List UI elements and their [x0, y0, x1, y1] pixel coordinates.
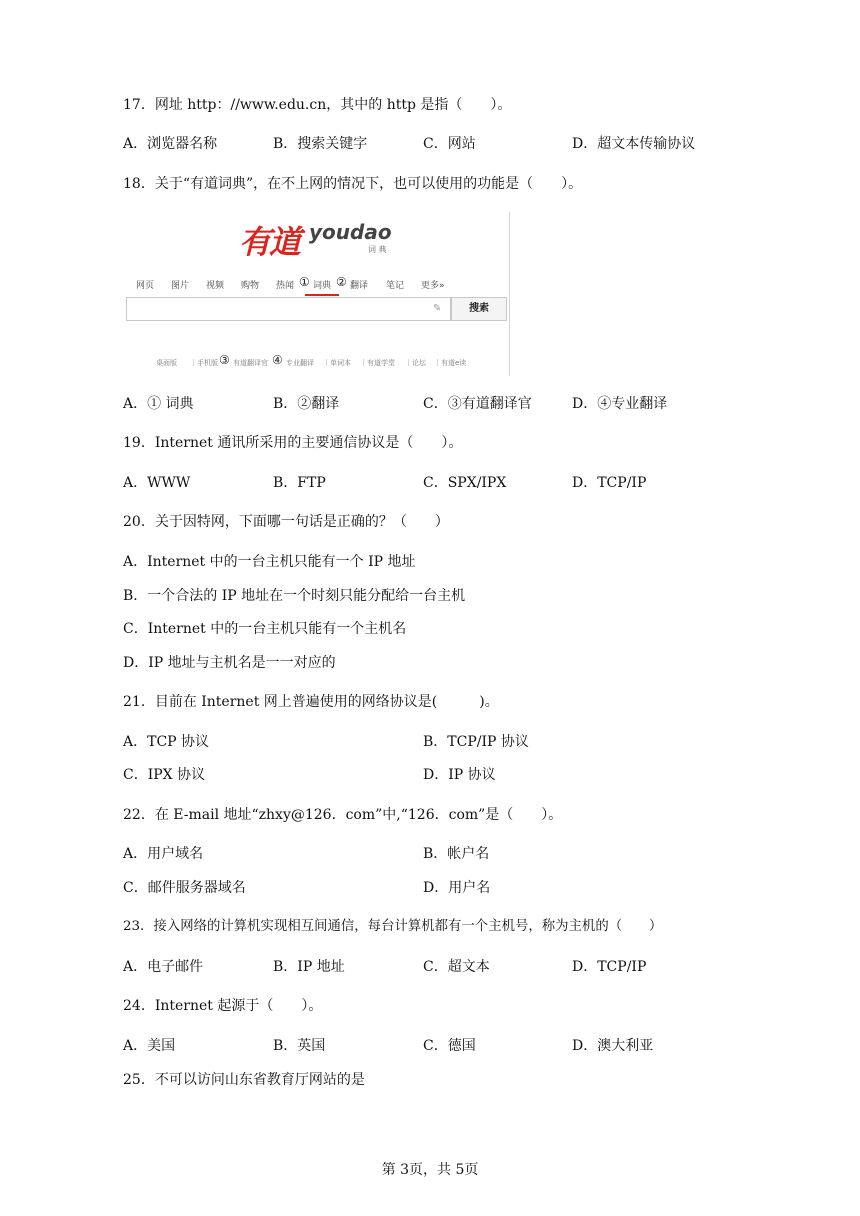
- marker-3: ③: [219, 353, 230, 367]
- handwriting-pen-icon: ✎: [433, 303, 442, 314]
- footer-desktop: 桌面版: [156, 359, 177, 367]
- footer-eread: ｜有道e读: [434, 359, 467, 367]
- nav-shopping: 购物: [241, 281, 260, 291]
- q19-option-b: B．FTP: [273, 475, 326, 491]
- q20-option-b: B．一个合法的 IP 地址在一个时刻只能分配给一台主机: [123, 588, 466, 604]
- q23-option-a: A．电子邮件: [123, 959, 204, 975]
- q23-option-d: D．TCP/IP: [572, 959, 647, 975]
- q17-option-b: B．搜索关键字: [273, 136, 368, 152]
- q18-option-c: C．③有道翻译官: [423, 396, 532, 412]
- question-19-stem: 19．Internet 通讯所采用的主要通信协议是（ ）。: [123, 435, 463, 451]
- nav-translate: 翻译: [350, 281, 369, 291]
- nav-notes: 笔记: [386, 281, 405, 291]
- q17-option-c: C．网站: [423, 136, 476, 152]
- q20-option-a: A．Internet 中的一台主机只能有一个 IP 地址: [123, 554, 416, 570]
- q21-option-a: A．TCP 协议: [123, 734, 210, 750]
- marker-2: ②: [336, 275, 347, 289]
- q20-option-c: C．Internet 中的一台主机只能有一个主机名: [123, 621, 407, 637]
- q21-option-b: B．TCP/IP 协议: [423, 734, 529, 750]
- youdao-logo-cn: 有道: [239, 223, 300, 261]
- question-18-stem: 18．关于“有道词典”，在不上网的情况下，也可以使用的功能是（ ）。: [123, 176, 583, 192]
- footer-forum: ｜论坛: [405, 359, 426, 367]
- q23-option-c: C．超文本: [423, 959, 490, 975]
- q24-option-d: D．澳大利亚: [572, 1038, 654, 1054]
- nav-news: 热闻: [276, 281, 295, 291]
- q24-option-b: B．英国: [273, 1038, 326, 1054]
- footer-mobile: ｜手机版: [190, 359, 218, 367]
- q21-option-c: C．IPX 协议: [123, 767, 206, 783]
- q19-option-d: D．TCP/IP: [572, 475, 647, 491]
- question-25-stem: 25．不可以访问山东省教育厅网站的是: [123, 1072, 365, 1088]
- footer-pro-translate: 专业翻译: [286, 359, 314, 367]
- question-23-stem: 23．接入网络的计算机实现相互间通信，每台计算机都有一个主机号，称为主机的（ ）: [123, 919, 663, 934]
- question-20-stem: 20．关于因特网，下面哪一句话是正确的？（ ）: [123, 514, 449, 530]
- q18-option-b: B．②翻译: [273, 396, 340, 412]
- youdao-screenshot: [122, 212, 510, 376]
- q21-option-d: D．IP 协议: [423, 767, 496, 783]
- q23-option-b: B．IP 地址: [273, 959, 345, 975]
- question-17-stem: 17．网址 http：//www.edu.cn，其中的 http 是指（ ）。: [123, 97, 512, 113]
- youdao-search-input: [126, 297, 451, 321]
- q24-option-a: A．美国: [123, 1038, 176, 1054]
- nav-active-underline: [305, 294, 339, 296]
- q22-option-c: C．邮件服务器域名: [123, 880, 246, 896]
- nav-images: 图片: [171, 281, 190, 291]
- footer-school: ｜有道学堂: [360, 359, 395, 367]
- q24-option-c: C．德国: [423, 1038, 476, 1054]
- nav-more: 更多»: [421, 281, 445, 291]
- nav-dict: 词典: [313, 281, 332, 291]
- question-21-stem: 21．目前在 Internet 网上普遍使用的网络协议是( )。: [123, 694, 499, 710]
- q22-option-a: A．用户域名: [123, 846, 204, 862]
- youdao-logo-sub: 词 典: [368, 245, 387, 254]
- q22-option-d: D．用户名: [423, 880, 491, 896]
- footer-wordbook: ｜单词本: [323, 359, 351, 367]
- marker-1: ①: [299, 275, 310, 289]
- page-number: 第 3页，共 5页: [381, 1162, 479, 1178]
- q18-option-d: D．④专业翻译: [572, 396, 668, 412]
- q19-option-c: C．SPX/IPX: [423, 475, 507, 491]
- q19-option-a: A．WWW: [123, 475, 191, 491]
- q18-option-a: A．① 词典: [123, 396, 194, 412]
- q22-option-b: B．帐户名: [423, 846, 490, 862]
- marker-4: ④: [272, 353, 283, 367]
- q17-option-d: D．超文本传输协议: [572, 136, 696, 152]
- q17-option-a: A．浏览器名称: [123, 136, 218, 152]
- youdao-search-button: 搜索: [451, 297, 507, 321]
- question-22-stem: 22．在 E-mail 地址“zhxy@126．com”中,“126．com”是（ ）。: [123, 807, 563, 823]
- footer-translator: 有道翻译官: [233, 359, 268, 367]
- q20-option-d: D．IP 地址与主机名是一一对应的: [123, 655, 336, 671]
- youdao-logo-en: youdao: [309, 220, 392, 244]
- nav-video: 视频: [206, 281, 225, 291]
- nav-web: 网页: [136, 281, 155, 291]
- question-24-stem: 24．Internet 起源于（ ）。: [123, 998, 323, 1014]
